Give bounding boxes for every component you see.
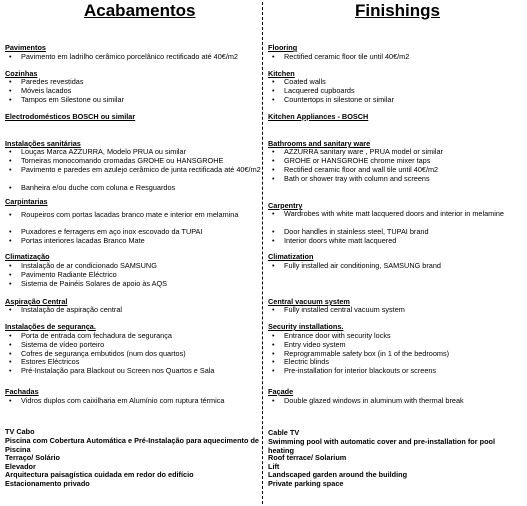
feature-line: Elevador: [5, 462, 36, 471]
section-heading: Fachadas: [5, 387, 39, 396]
list-item: • Pavimento em ladrilho cerâmico porcelânico rectificado até 40€/m2: [5, 53, 275, 62]
list-item: • Instalação de ar condicionado SAMSUNG: [5, 262, 275, 271]
list-item: • Tampos em Silestone ou similar: [5, 96, 275, 105]
list-item: • Pré-Instalação para Blackout ou Screen nos Quartos e Sala: [5, 367, 275, 376]
feature-line: Cable TV: [268, 428, 300, 437]
section-heading: Electrodomésticos BOSCH ou similar: [5, 112, 136, 121]
section-heading: Instalações de segurança.: [5, 322, 96, 331]
feature-line: Arquitectura paisagística cuidada em redor do edifício: [5, 470, 194, 479]
list-item: • Entry video system: [268, 341, 527, 350]
section-heading: Cozinhas: [5, 69, 38, 78]
list-item: • GROHE or HANSGROHE chrome mixer taps: [268, 157, 527, 166]
list-item: • Double glazed windows in aluminum with thermal break: [268, 397, 527, 406]
list-item: • Instalação de aspiração central: [5, 306, 275, 315]
feature-line: Private parking space: [268, 479, 344, 488]
list-item: • Portas interiores lacadas Branco Mate: [5, 237, 275, 246]
list-item: • Door handles in stainless steel, TUPAI brand: [268, 228, 527, 237]
list-item: • Electric blinds: [268, 358, 527, 367]
list-item: • AZZURRA sanitary ware , PRUA model or similar: [268, 148, 527, 157]
section-heading: Central vacuum system: [268, 297, 350, 306]
feature-line: Roof terrace/ Solarium: [268, 453, 347, 462]
list-item: • Pavimento Radiante Eléctrico: [5, 271, 275, 280]
list-item: • Louças Marca AZZURRA, Modelo PRUA ou similar: [5, 148, 275, 157]
title-acabamentos: Acabamentos: [84, 1, 196, 20]
list-item: • Torneiras monocomando cromadas GROHE ou HANSGROHE: [5, 157, 275, 166]
feature-line: Piscina com Cobertura Automática e Pré-Instalação para aquecimento de Piscina: [5, 436, 259, 454]
list-item: • Bath or shower tray with column and screens: [268, 175, 527, 184]
list-item: • Pavimento e paredes em azulejo cerâmico de junta rectificada até 40€/m2: [5, 166, 275, 175]
list-item: • Wardrobes with white matt lacquered doors and interior in melamine: [268, 210, 527, 219]
list-item: • Entrance door with security locks: [268, 332, 527, 341]
list-item: • Fully installed central vacuum system: [268, 306, 527, 315]
list-item: • Countertops in silestone or similar: [268, 96, 527, 105]
section-heading: Kitchen: [268, 69, 295, 78]
section-heading: Aspiração Central: [5, 297, 68, 306]
list-item: • Puxadores e ferragens em aço inox escovado da TUPAI: [5, 228, 275, 237]
list-item: • Vidros duplos com caixilharia em Alumínio com ruptura térmica: [5, 397, 275, 406]
list-item: • Rectified ceramic floor tile until 40€/m2: [268, 53, 527, 62]
section-heading: Kitchen Appliances - BOSCH: [268, 112, 369, 121]
section-heading: Bathrooms and sanitary ware: [268, 139, 371, 148]
feature-line: Swimming pool with automatic cover and pre-installation for pool heating: [268, 437, 496, 455]
section-heading: Façade: [268, 387, 294, 396]
list-item: • Roupeiros com portas lacadas branco mate e interior em melamina: [5, 211, 275, 220]
feature-line: Lift: [268, 462, 280, 471]
list-item: • Banheira e/ou duche com coluna e Resguardos: [5, 184, 275, 193]
list-item: • Fully installed air conditioning, SAMSUNG brand: [268, 262, 527, 271]
section-heading: Climatização: [5, 252, 50, 261]
title-finishings: Finishings: [355, 1, 440, 20]
list-item: • Lacquered cupboards: [268, 87, 527, 96]
list-item: • Reprogrammable safety box (in 1 of the bedrooms): [268, 350, 527, 359]
feature-line: Terraço/ Solário: [5, 453, 61, 462]
list-item: • Pre-installation for interior blackouts or screens: [268, 367, 527, 376]
section-heading: Instalações sanitárias: [5, 139, 81, 148]
section-heading: Carpentry: [268, 201, 303, 210]
list-item: • Sistema de Painéis Solares de apoio às AQS: [5, 280, 275, 289]
list-item: • Interior doors white matt lacquered: [268, 237, 527, 246]
section-heading: Climatization: [268, 252, 314, 261]
list-item: • Cofres de segurança embutidos (num dos quartos): [5, 350, 275, 359]
feature-line: Estacionamento privado: [5, 479, 90, 488]
section-heading: Security installations.: [268, 322, 344, 331]
list-item: • Sistema de vídeo porteiro: [5, 341, 275, 350]
list-item: • Porta de entrada com fechadura de segurança: [5, 332, 275, 341]
list-item: • Paredes revestidas: [5, 78, 275, 87]
list-item: • Coated walls: [268, 78, 527, 87]
list-item: • Estores Eléctricos: [5, 358, 275, 367]
section-heading: Flooring: [268, 43, 298, 52]
feature-line: Landscaped garden around the building: [268, 470, 408, 479]
feature-line: TV Cabo: [5, 427, 35, 436]
list-item: • Rectified ceramic floor and wall tile until 40€/m2: [268, 166, 527, 175]
section-heading: Carpintarias: [5, 197, 48, 206]
list-item: • Móveis lacados: [5, 87, 275, 96]
section-heading: Pavimentos: [5, 43, 46, 52]
